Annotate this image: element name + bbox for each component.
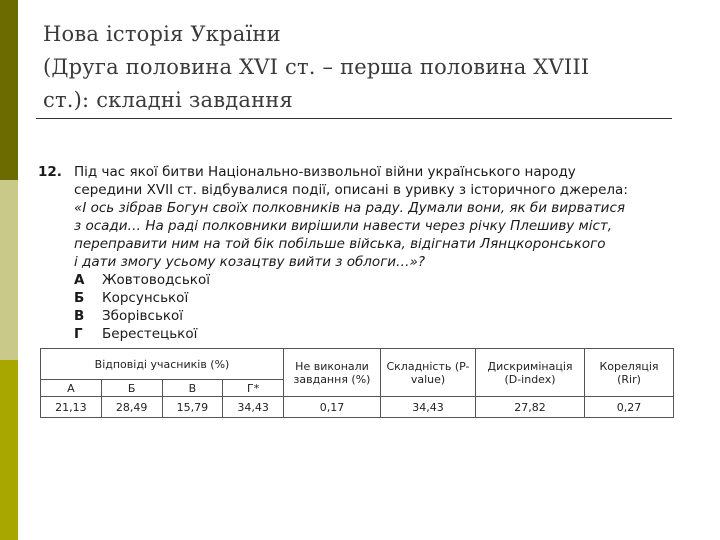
- table-header-row: [41, 349, 674, 380]
- header-answer-h: Г*: [223, 380, 284, 397]
- table-cell: 0,27: [585, 397, 674, 418]
- question-text-line: Під час якої битви Національно-визвольної війни українського народу: [74, 164, 576, 180]
- accent-bar-bottom: [0, 360, 18, 540]
- question-text-line: середини XVII ст. відбувалися події, описані в уривку з історичного джерела:: [74, 182, 628, 198]
- table-cell: 27,82: [476, 397, 585, 418]
- source-quote-line: і дати змогу усьому козацтву вийти з облоги…»?: [74, 254, 426, 270]
- option-letter: В: [74, 308, 85, 324]
- header-discrimination: Дискримінація (D-index): [476, 349, 585, 397]
- answer-options: [74, 271, 676, 343]
- header-difficulty: Складність (P-value): [381, 349, 476, 397]
- table-cell: 34,43: [381, 397, 476, 418]
- title-underline: [36, 118, 672, 119]
- accent-bar-top: [0, 0, 18, 180]
- title-line-1: Нова історія України: [43, 22, 281, 46]
- header-answers: Відповіді учасників (%): [41, 349, 284, 380]
- header-correlation: Кореляція (Rir): [585, 349, 674, 397]
- header-not-done: Не виконали завдання (%): [284, 349, 381, 397]
- header-answer-b: Б: [101, 380, 162, 397]
- table-cell: 0,17: [284, 397, 381, 418]
- header-answer-a: А: [41, 380, 102, 397]
- statistics-table: [40, 348, 674, 418]
- answer-option-b: [74, 289, 676, 307]
- table-cell: 15,79: [162, 397, 223, 418]
- table-cell: 28,49: [101, 397, 162, 418]
- source-quote-line: «І ось зібрав Богун своїх полковників на раду. Думали вони, як би вирватися: [74, 200, 625, 216]
- header-answer-v: В: [162, 380, 223, 397]
- question-body: [74, 163, 676, 343]
- source-quote-line: з осади… На раді полковники вирішили навести через річку Плешиву міст,: [74, 218, 613, 234]
- slide-title: [43, 18, 683, 117]
- table-cell: 34,43: [223, 397, 284, 418]
- option-letter: Г: [74, 326, 83, 342]
- question-number: 12.: [38, 164, 62, 180]
- answer-option-v: [74, 307, 676, 325]
- option-letter: А: [74, 272, 85, 288]
- option-letter: Б: [74, 290, 85, 306]
- option-text: Жовтоводської: [102, 272, 210, 288]
- table-cell: 21,13: [41, 397, 102, 418]
- answer-option-h: [74, 325, 676, 343]
- answer-option-a: [74, 271, 676, 289]
- title-line-3: ст.): складні завдання: [43, 88, 293, 112]
- option-text: Берестецької: [102, 326, 198, 342]
- option-text: Зборівської: [102, 308, 184, 324]
- title-line-2: (Друга половина XVI ст. – перша половина XVIII: [43, 55, 590, 79]
- source-quote-line: переправити ним на той бік побільше війська, відігнати Лянцкоронського: [74, 236, 606, 252]
- option-text: Корсунської: [102, 290, 189, 306]
- table-row: [41, 397, 674, 418]
- accent-bar-middle: [0, 180, 18, 360]
